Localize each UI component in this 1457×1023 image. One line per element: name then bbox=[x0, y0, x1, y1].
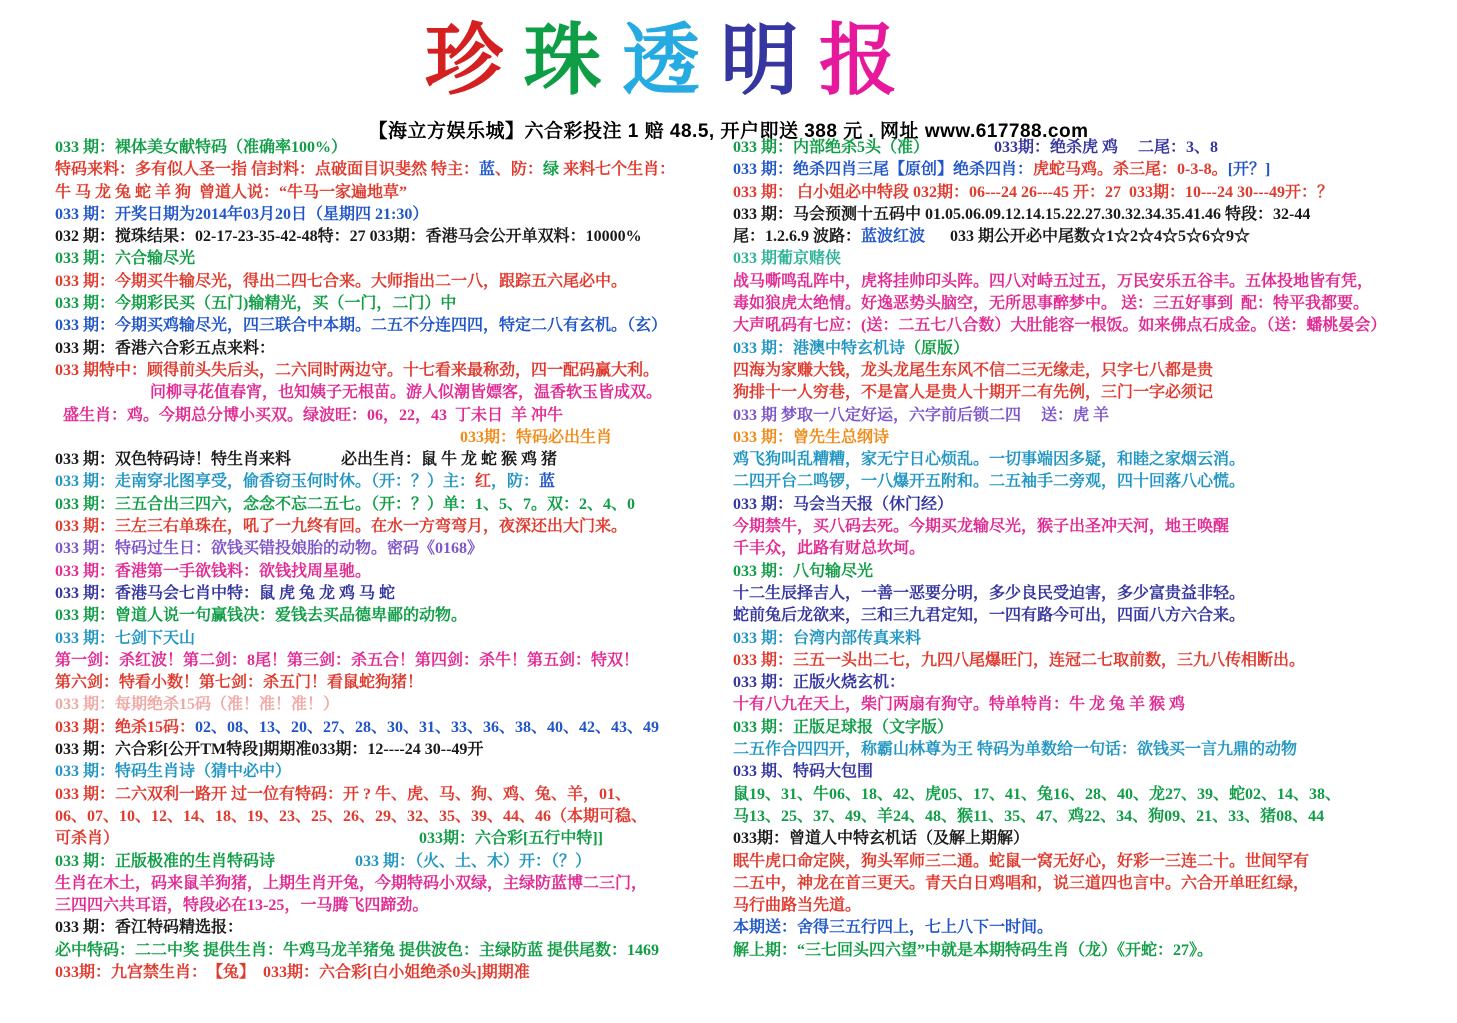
text-segment: 033 期：三左三右单珠在，吼了一九终有回。在水一方弯弯月，夜深还出大门来。 bbox=[55, 518, 628, 536]
text-segment: 033 期：今期彩民买（五门)输精光，买（一门，二门）中 bbox=[55, 295, 457, 313]
text-line bbox=[55, 605, 723, 627]
text-segment: 033期：绝杀虎 鸡 二尾：3、8 bbox=[994, 139, 1219, 156]
text-segment: 必出生肖：鼠 牛 龙 蛇 猴 鸡 猪 bbox=[341, 451, 558, 469]
text-line bbox=[55, 427, 723, 449]
subtitle-banner: 【海立方娱乐城】六合彩投注 1 赔 48.5, 开户即送 388 元 . 网址 www.617788.com bbox=[368, 121, 1089, 142]
text-segment: 四海为家赚大钱，龙头龙尾生东风不信二三无缘走，只字七八都是贵 bbox=[733, 361, 1214, 379]
text-line bbox=[55, 561, 723, 583]
text-segment: 033期：曾道人中特玄机话（及解上期解） bbox=[733, 830, 1030, 848]
text-line bbox=[55, 784, 723, 806]
text-segment: 033期：特码必出生肖 bbox=[460, 428, 613, 446]
text-segment: 033期：六合彩[白小姐绝杀0头]期期准 bbox=[255, 963, 530, 981]
text-segment: 033 期葡京赌侠 bbox=[733, 250, 842, 268]
text-line bbox=[55, 405, 723, 427]
text-line bbox=[55, 828, 723, 850]
text-segment: 蓝 bbox=[479, 161, 496, 179]
text-line bbox=[733, 159, 1455, 181]
text-line bbox=[55, 248, 723, 270]
text-line bbox=[733, 182, 1455, 204]
text-line bbox=[733, 650, 1455, 672]
text-segment: 033 期：正版极准的生肖特码诗 bbox=[55, 852, 276, 870]
text-segment: 战马嘶鸣乱阵中，虎将挂帅印头阵。四八对峙五过五，万民安乐五谷丰。五体投地皆有凭， bbox=[733, 272, 1374, 290]
text-line bbox=[733, 360, 1455, 382]
text-segment: 033 期：绝杀四肖三尾【原创】绝杀四肖： bbox=[733, 161, 1034, 179]
text-line bbox=[55, 182, 723, 204]
text-segment: 033 期：六合彩[公开TM特段]期期准033期：12----24 30--49开 bbox=[55, 741, 484, 759]
text-line bbox=[55, 137, 723, 159]
text-line bbox=[733, 828, 1455, 850]
text-segment: 033 期：六合输尽光 bbox=[55, 250, 196, 268]
text-line bbox=[55, 360, 723, 382]
text-segment: 033 期：（火、土、木）开：（？） bbox=[355, 852, 592, 870]
text-segment: 033期：六合彩[五行中特]] bbox=[419, 830, 604, 848]
text-segment: 大声吼码有七应：(送：二五七八合数）大肚能容一根饭。如来佛点石成金。（送：蟠桃晏会） bbox=[733, 317, 1387, 335]
text-segment: 032 期：搅珠结果：02-17-23-35-42-48特：27 033期：香港马会公开单双料：10000% bbox=[55, 228, 642, 246]
text-segment: 鸡飞狗叫乱糟糟，家无宁日心烦乱。一切事端因多疑，和睦之家烟云消。 bbox=[733, 451, 1246, 469]
text-line bbox=[733, 605, 1455, 627]
text-segment: 眠牛虎口命定陕，狗头军师三二通。蛇鼠一窝无好心，好彩一三连二十。世间罕有 bbox=[733, 852, 1310, 870]
text-segment: 033 期：每期绝杀15码（准！准！准！） bbox=[55, 696, 340, 714]
text-segment: 033 期 梦取一八定好运，六字前后锁二四 送：虎 羊 bbox=[733, 406, 1110, 424]
text-segment: 蓝波红波 bbox=[861, 228, 926, 246]
text-segment: 033 期：曾先生总纲诗 bbox=[733, 428, 890, 446]
text-line bbox=[55, 293, 723, 315]
text-line bbox=[55, 672, 723, 694]
text-segment: 033 期：开奖日期为2014年03月20日（星期四 21:30） bbox=[55, 205, 429, 223]
text-line bbox=[733, 271, 1455, 293]
text-line bbox=[55, 806, 723, 828]
text-segment: 033 期： 白小姐必中特段 032期：06---24 26---45 开：27 033期：10---24 30---49开：？ bbox=[733, 183, 1333, 201]
text-segment: 033 期：特码生肖诗（猜中必中） bbox=[55, 763, 292, 781]
text-line bbox=[733, 293, 1455, 315]
text-line bbox=[55, 940, 723, 962]
text-segment: 生肖在木土，码来鼠羊狗猪，上期生肖开兔，今期特码小双绿，主绿防蓝博二三门， bbox=[55, 874, 648, 892]
text-segment: 033 期：香港第一手欲钱料：欲钱找周星驰。 bbox=[55, 562, 372, 580]
text-line bbox=[733, 851, 1455, 873]
text-segment: 033 期公开必中尾数☆1☆2☆4☆5☆6☆9☆ bbox=[950, 228, 1251, 246]
text-segment: 牛 马 龙 兔 蛇 羊 狗 曾道人说：“牛马一家遍地草” bbox=[55, 183, 408, 201]
text-segment: 第六剑：特看小数！第七剑：杀五门！看鼠蛇狗猪！ bbox=[55, 674, 424, 692]
text-segment: 虎蛇马鸡。杀三尾：0-3-8。 bbox=[1033, 161, 1228, 179]
text-segment: 033 期：港澳中特玄机诗 bbox=[733, 339, 906, 357]
text-line bbox=[733, 248, 1455, 270]
text-segment: 马13、25、37、49、羊24、48、猴11、35、47、鸡22、34、狗09、21、33、猪08、44 bbox=[733, 807, 1325, 825]
text-line bbox=[733, 449, 1455, 471]
text-line bbox=[733, 494, 1455, 516]
text-line bbox=[733, 672, 1455, 694]
text-segment: 033 期：正版足球报（文字版） bbox=[733, 718, 954, 736]
text-segment: 本期送：舍得三五行四上，七上八下一时间。 bbox=[733, 919, 1054, 937]
text-segment: 三四四六共耳语，特段必在13-25，一马腾飞四蹄劲。 bbox=[55, 897, 429, 915]
text-segment: 特码来料：多有似人圣一指 信封料：点破面目识斐然 特主： bbox=[55, 161, 480, 179]
text-segment: 033 期：绝杀15码： bbox=[55, 718, 196, 736]
text-segment: 二五作合四四开，称霸山林尊为王 特码为单数给一句话：欲钱买一言九鼎的动物 bbox=[733, 741, 1298, 759]
text-segment: 02、08、13、20、27、28、30、31、33、36、38、40、42、43、49 bbox=[195, 718, 660, 736]
text-line bbox=[55, 694, 723, 716]
text-line bbox=[733, 405, 1455, 427]
text-segment: 尾：1.2.6.9 波路： bbox=[733, 228, 862, 246]
text-line bbox=[733, 739, 1455, 761]
text-line bbox=[55, 338, 723, 360]
title-char: 珍 bbox=[425, 17, 504, 104]
text-segment: 033期：九宫禁生肖： bbox=[55, 963, 208, 981]
text-line bbox=[733, 538, 1455, 560]
text-segment: 033 期：香港六合彩五点来料： bbox=[55, 339, 276, 357]
text-line bbox=[733, 338, 1455, 360]
text-segment: 033 期：二六双利一路开 过一位有特码：开 ? 牛、虎、马、狗、鸡、兔、羊，01、 bbox=[55, 785, 632, 803]
text-line bbox=[733, 561, 1455, 583]
text-line bbox=[733, 204, 1455, 226]
text-line bbox=[55, 226, 723, 248]
text-line bbox=[55, 494, 723, 516]
text-line bbox=[733, 516, 1455, 538]
text-segment: 033 期：正版火烧玄机： bbox=[733, 674, 906, 692]
text-segment: 033 期：三五合出三四六，念念不忘二五七。（开：？）单：1、5、7。双：2、4、0 bbox=[55, 495, 636, 513]
text-line bbox=[733, 694, 1455, 716]
text-line bbox=[55, 204, 723, 226]
text-segment: 06、07、10、12、14、18、19、23、25、26、29、32、35、39、44、46（本期可稳、 bbox=[55, 807, 648, 825]
text-segment: 蓝 bbox=[539, 473, 556, 491]
text-segment: 033 期：香港马会七肖中特：鼠 虎 兔 龙 鸡 马 蛇 bbox=[55, 584, 396, 602]
text-segment: 、防： bbox=[495, 161, 544, 179]
text-segment: 绿 bbox=[543, 161, 560, 179]
text-segment: （原版） bbox=[905, 339, 970, 357]
text-segment: 033 期：特码过生日：欲钱买错投娘胎的动物。密码《0168》 bbox=[55, 540, 484, 558]
text-segment: 问柳寻花值春宵，也知姨子无根苗。游人似潮皆嫖客，温香软玉皆成双。 bbox=[150, 384, 663, 402]
text-line bbox=[55, 962, 723, 984]
right-column bbox=[733, 137, 1455, 962]
text-segment: 033 期：七剑下天山 bbox=[55, 629, 196, 647]
text-segment: 033 期：马会当天报（休门经） bbox=[733, 495, 954, 513]
text-segment: 033 期：走南穿北图享受，偷香窃玉何时休。（开：？）主： bbox=[55, 473, 476, 491]
page-title bbox=[425, 18, 897, 104]
text-segment: 033 期：曾道人说一句赢钱决：爱钱去买品德卑鄙的动物。 bbox=[55, 607, 468, 625]
text-line bbox=[55, 650, 723, 672]
text-line bbox=[733, 873, 1455, 895]
text-segment: 红 bbox=[475, 473, 492, 491]
text-line bbox=[733, 137, 1455, 159]
text-segment: [开？] bbox=[1227, 161, 1271, 179]
text-segment: 033 期：今期买牛输尽光，得出二四七合来。大师指出二一八，跟踪五六尾必中。 bbox=[55, 272, 628, 290]
text-segment: 033 期：台湾内部传真来料 bbox=[733, 629, 922, 647]
text-segment: 鼠19、31、牛06、18、42、虎05、17、41、兔16、28、40、龙27、39、蛇02、14、38、 bbox=[733, 785, 1342, 803]
text-line bbox=[733, 382, 1455, 404]
text-line bbox=[733, 717, 1455, 739]
text-segment: 狗排十一人穷巷，不是富人是贵人十期开二有先例，三门一字必须记 bbox=[733, 384, 1214, 402]
text-line bbox=[733, 628, 1455, 650]
text-segment: 【兔】 bbox=[207, 963, 256, 981]
text-segment: 033 期：今期买鸡输尽光，四三联合中本期。二五不分连四四，特定二八有玄机。（玄） bbox=[55, 317, 668, 335]
text-segment: 033 期：裸体美女献特码（准确率100%） bbox=[55, 139, 348, 156]
text-line bbox=[55, 873, 723, 895]
title-char: 珠 bbox=[523, 17, 602, 104]
text-line bbox=[733, 583, 1455, 605]
text-line bbox=[733, 917, 1455, 939]
text-segment: 千丰众，此路有财总坎坷。 bbox=[733, 540, 926, 558]
text-segment: 解上期：“三七回头四六望”中就是本期特码生肖（龙）《开蛇：27》。 bbox=[733, 941, 1214, 959]
text-segment: 033 期：马会预测十五码中 01.05.06.09.12.14.15.22.27.30.32.34.35.41.46 特段：32-44 bbox=[733, 205, 1311, 223]
text-line bbox=[55, 271, 723, 293]
title-char: 透 bbox=[621, 17, 700, 104]
text-line bbox=[55, 315, 723, 337]
text-line bbox=[733, 427, 1455, 449]
text-segment: ，防： bbox=[491, 473, 540, 491]
text-line bbox=[733, 895, 1455, 917]
text-segment: 必中特码：二二中奖 提供生肖：牛鸡马龙羊猪兔 提供波色：主绿防蓝 提供尾数：1469 bbox=[55, 941, 660, 959]
text-segment: 033 期：香江特码精选报： bbox=[55, 919, 244, 937]
text-line bbox=[55, 917, 723, 939]
text-line bbox=[55, 382, 723, 404]
text-segment: 第一剑：杀红波！第二剑：8尾！第三剑：杀五合！第四剑：杀牛！第五剑：特双！ bbox=[55, 651, 640, 669]
text-line bbox=[733, 761, 1455, 783]
text-line bbox=[733, 315, 1455, 337]
text-line bbox=[55, 628, 723, 650]
text-line bbox=[55, 583, 723, 605]
text-segment: 毒如狼虎太绝情。好逸恶势头脑空，无所思事醉梦中。 送：三五好事到 配：特平我都要。 bbox=[733, 295, 1370, 313]
text-segment: 二四开台二鸣锣，一八爆开五附和。二五袖手二旁观，四十回落八心慌。 bbox=[733, 473, 1246, 491]
text-segment: 033 期：三五一头出二七，九四八尾爆旺门，连冠二七取前数，三九八传相断出。 bbox=[733, 651, 1306, 669]
text-line bbox=[55, 851, 723, 873]
title-char: 报 bbox=[818, 17, 897, 104]
text-line bbox=[55, 717, 723, 739]
text-line bbox=[733, 471, 1455, 493]
text-segment: 可杀肖） bbox=[55, 830, 120, 848]
text-segment: 十二生辰择吉人，一善一恶要分明，多少良民受迫害，多少富贵益非轻。 bbox=[733, 584, 1246, 602]
text-line bbox=[733, 806, 1455, 828]
text-line bbox=[55, 449, 723, 471]
text-line bbox=[733, 784, 1455, 806]
text-segment: 033 期特中：顾得前头失后头，二六同时两边守。十七看来最称劲，四一配码赢大利。 bbox=[55, 361, 660, 379]
text-line bbox=[733, 226, 1455, 248]
text-line bbox=[55, 739, 723, 761]
text-segment: 蛇前兔后龙欲来，三和三九君定知，一四有路今可出，四面八方六合来。 bbox=[733, 607, 1246, 625]
text-line bbox=[733, 940, 1455, 962]
title-char: 明 bbox=[720, 17, 799, 104]
text-segment: 马行曲路当先道。 bbox=[733, 897, 862, 915]
left-column bbox=[55, 137, 723, 984]
text-segment: 033 期：八句输尽光 bbox=[733, 562, 874, 580]
text-segment: 盛生肖：鸡。今期总分博小买双。绿波旺：06，22，43 丁未日 羊 冲牛 bbox=[63, 406, 564, 424]
text-segment: 033 期：双色特码诗！特生肖来料 bbox=[55, 451, 292, 469]
text-segment: 033 期、特码大包围 bbox=[733, 763, 874, 781]
text-segment: 十有八九在天上，柴门两扇有狗守。特单特肖：牛 龙 兔 羊 猴 鸡 bbox=[733, 696, 1186, 714]
text-line bbox=[55, 516, 723, 538]
text-segment: 今期禁牛，买八码去死。今期买龙输尽光，猴子出圣冲天河，地王唤醒 bbox=[733, 518, 1230, 536]
text-segment: 二五中，神龙在首三更天。青天白日鸡唱和，说三道四也言中。六合开单旺红绿， bbox=[733, 874, 1310, 892]
text-line bbox=[55, 761, 723, 783]
text-segment: 033 期：内部绝杀5头（准） bbox=[733, 139, 930, 156]
text-line bbox=[55, 895, 723, 917]
text-line bbox=[55, 159, 723, 181]
text-line bbox=[55, 538, 723, 560]
text-line bbox=[55, 471, 723, 493]
text-segment: 来料七个生肖： bbox=[559, 161, 676, 179]
